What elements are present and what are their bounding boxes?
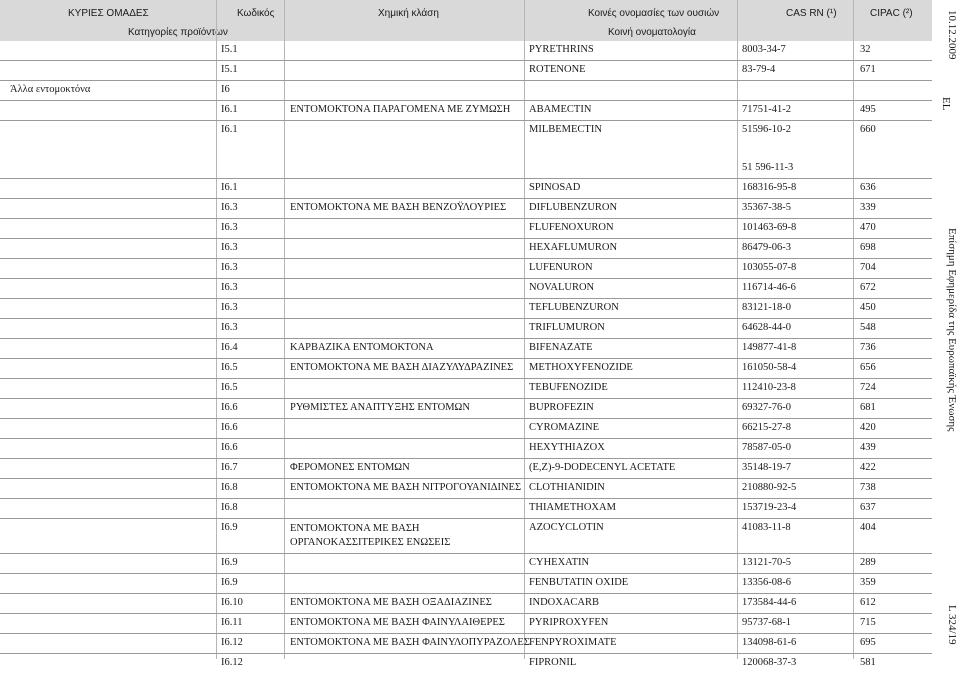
cell-code: I6.3: [221, 262, 238, 273]
table-row: [0, 439, 932, 458]
table-row: [0, 359, 932, 378]
cell-name: HEXAFLUMURON: [529, 242, 618, 253]
cell-cipac: 637: [860, 502, 876, 513]
table-header: [0, 0, 932, 41]
cell-name: MILBEMECTIN: [529, 124, 602, 135]
table-row: [0, 259, 932, 278]
cell-name: INDOXACARB: [529, 597, 600, 608]
cell-cas: 168316-95-8: [742, 182, 797, 193]
cell-cipac: 695: [860, 637, 876, 648]
cell-code: I6.3: [221, 282, 238, 293]
language-code: EL: [940, 97, 952, 111]
cell-cipac: 704: [860, 262, 876, 273]
cell-cas: 71751-41-2: [742, 104, 791, 115]
cell-cipac: 698: [860, 242, 876, 253]
cell-cipac: 681: [860, 402, 876, 413]
cell-cipac: 495: [860, 104, 876, 115]
cell-name: FENBUTATIN OXIDE: [529, 577, 629, 588]
cell-code: I6.9: [221, 557, 238, 568]
cell-cipac: 738: [860, 482, 876, 493]
cell-code: I6.5: [221, 382, 238, 393]
table-row: [0, 339, 932, 358]
cell-cipac: 422: [860, 462, 876, 473]
cell-code: I6.1: [221, 104, 238, 115]
table-row: [0, 121, 932, 140]
cell-cipac: 736: [860, 342, 876, 353]
table-row: [0, 479, 932, 498]
publication-date: 10.12.2009: [946, 10, 958, 60]
table-row: [0, 574, 932, 593]
table-row: [0, 279, 932, 298]
header-code: Κωδικός: [237, 8, 275, 19]
cell-name: SPINOSAD: [529, 182, 581, 193]
cell-class: ΕΝΤΟΜΟΚΤΟΝΑ ΜΕ ΒΑΣΗ ΦΑΙΝΥΛΑΙΘΕΡΕΣ: [290, 617, 505, 628]
cell-cipac: 439: [860, 442, 876, 453]
cell-cas: 13356-08-6: [742, 577, 791, 588]
cell-name: CYHEXATIN: [529, 557, 590, 568]
cell-code: I6.5: [221, 362, 238, 373]
cell-cipac: 660: [860, 124, 876, 135]
cell-name: PYRETHRINS: [529, 44, 594, 55]
cell-code: I6.8: [221, 482, 238, 493]
cell-code: I6.6: [221, 442, 238, 453]
cell-code: I6.1: [221, 182, 238, 193]
cell-name: CLOTHIANIDIN: [529, 482, 605, 493]
table-row: [0, 554, 932, 573]
table-row: [0, 219, 932, 238]
cell-class: ΚΑΡΒΑΖΙΚΑ ΕΝΤΟΜΟΚΤΟΝΑ: [290, 342, 434, 353]
cell-name: HEXYTHIAZOX: [529, 442, 605, 453]
cell-code: I6.6: [221, 402, 238, 413]
cell-name: FENPYROXIMATE: [529, 637, 617, 648]
table-row: [0, 499, 932, 518]
table-row: [0, 41, 932, 60]
header-main-groups: ΚΥΡΙΕΣ ΟΜΑΔΕΣ: [68, 8, 149, 19]
cell-code: I6.3: [221, 302, 238, 313]
cell-name: LUFENURON: [529, 262, 593, 273]
cell-code: I6.9: [221, 577, 238, 588]
table-row: [0, 159, 932, 178]
table-row: [0, 379, 932, 398]
cell-code: I6.1: [221, 124, 238, 135]
header-common-names: Κοινές ονομασίες των ουσιών: [588, 8, 720, 19]
cell-code: I6.9: [221, 522, 238, 533]
substances-table: [0, 41, 932, 673]
cell-cipac: 420: [860, 422, 876, 433]
cell-cas: 153719-23-4: [742, 502, 797, 513]
journal-title: Επίσημη Εφημερίδα της Ευρωπαϊκής Ένωσης: [946, 228, 958, 432]
header-cas-rn: CAS RN (¹): [786, 8, 837, 19]
table-row: [0, 179, 932, 198]
cell-cas: 64628-44-0: [742, 322, 791, 333]
cell-name: AZOCYCLOTIN: [529, 522, 604, 533]
cell-cipac: 289: [860, 557, 876, 568]
cell-cas: 78587-05-0: [742, 442, 791, 453]
cell-name: METHOXYFENOZIDE: [529, 362, 633, 373]
cell-cas: 83-79-4: [742, 64, 776, 75]
cell-cipac: 32: [860, 44, 871, 55]
cell-cas: 66215-27-8: [742, 422, 791, 433]
table-row: [0, 140, 932, 159]
cell-cipac: 548: [860, 322, 876, 333]
cell-cas: 120068-37-3: [742, 657, 797, 668]
cell-cas: 13121-70-5: [742, 557, 791, 568]
cell-name: BUPROFEZIN: [529, 402, 594, 413]
cell-code: I5.1: [221, 64, 238, 75]
table-row: [0, 319, 932, 338]
cell-code: I6.3: [221, 242, 238, 253]
cell-class: ΕΝΤΟΜΟΚΤΟΝΑ ΜΕ ΒΑΣΗ ΟΡΓΑΝΟΚΑΣΣΙΤΕΡΙΚΕΣ ΕΝΩΣΕΙΣ: [290, 523, 451, 548]
cell-cas: 161050-58-4: [742, 362, 797, 373]
cell-cas: 83121-18-0: [742, 302, 791, 313]
cell-cipac: 404: [860, 522, 876, 533]
cell-code: I6.6: [221, 422, 238, 433]
cell-code: I6.7: [221, 462, 238, 473]
cell-name: NOVALURON: [529, 282, 595, 293]
header-chemical-class: Χημική κλάση: [378, 8, 439, 19]
cell-cas: 101463-69-8: [742, 222, 797, 233]
cell-class: ΕΝΤΟΜΟΚΤΟΝΑ ΜΕ ΒΑΣΗ ΒΕΝΖΟΫΛΟΥΡΙΕΣ: [290, 202, 507, 213]
cell-cipac: 339: [860, 202, 876, 213]
cell-class: ΡΥΘΜΙΣΤΕΣ ΑΝΑΠΤΥΞΗΣ ΕΝΤΟΜΩΝ: [290, 402, 470, 413]
cell-name: ABAMECTIN: [529, 104, 592, 115]
cell-name: TRIFLUMURON: [529, 322, 605, 333]
cell-cas: 149877-41-8: [742, 342, 797, 353]
cell-cas: 8003-34-7: [742, 44, 786, 55]
header-product-categories: Κατηγορίες προϊόντων: [128, 27, 228, 38]
cell-code: I6.12: [221, 637, 243, 648]
table-row: [0, 299, 932, 318]
cell-cas: 41083-11-8: [742, 522, 791, 533]
cell-class: ΕΝΤΟΜΟΚΤΟΝΑ ΜΕ ΒΑΣΗ ΟΞΑΔΙΑΖΙΝΕΣ: [290, 597, 492, 608]
table-row: [0, 654, 932, 673]
table-row: [0, 399, 932, 418]
cell-name: TEFLUBENZURON: [529, 302, 619, 313]
cell-name: FIPRONIL: [529, 657, 577, 668]
cell-cas: 51596-10-2: [742, 124, 791, 135]
header-common-nomenclature: Κοινή ονοματολογία: [608, 27, 696, 38]
cell-cipac: 724: [860, 382, 876, 393]
cell-cas: 69327-76-0: [742, 402, 791, 413]
cell-code: I6.4: [221, 342, 238, 353]
cell-name: FLUFENOXURON: [529, 222, 614, 233]
cell-cipac: 715: [860, 617, 876, 628]
cell-cipac: 581: [860, 657, 876, 668]
table-row: [0, 419, 932, 438]
cell-code: I6.12: [221, 657, 243, 668]
page-number: L 324/19: [946, 605, 958, 645]
cell-name: (E,Z)-9-DODECENYL ACETATE: [529, 462, 676, 473]
cell-name: THIAMETHOXAM: [529, 502, 616, 513]
cell-name: CYROMAZINE: [529, 422, 599, 433]
cell-class: ΕΝΤΟΜΟΚΤΟΝΑ ΜΕ ΒΑΣΗ ΦΑΙΝΥΛΟΠΥΡΑΖΟΛΕΣ: [290, 637, 530, 648]
cell-cas: 103055-07-8: [742, 262, 797, 273]
table-row: [0, 81, 932, 100]
cell-cas: 116714-46-6: [742, 282, 796, 293]
cell-cipac: 672: [860, 282, 876, 293]
table-row: [0, 61, 932, 80]
cell-code: I5.1: [221, 44, 238, 55]
cell-cas: 35148-19-7: [742, 462, 791, 473]
cell-code: I6.3: [221, 322, 238, 333]
cell-cas: 112410-23-8: [742, 382, 796, 393]
cell-name: DIFLUBENZURON: [529, 202, 618, 213]
page-margin: [932, 0, 960, 659]
cell-cipac: 671: [860, 64, 876, 75]
table-row: [0, 634, 932, 653]
cell-code: I6: [221, 84, 230, 95]
table-row: [0, 614, 932, 633]
cell-name: ROTENONE: [529, 64, 586, 75]
cell-code: I6.3: [221, 202, 238, 213]
cell-cas: 35367-38-5: [742, 202, 791, 213]
cell-cipac: 612: [860, 597, 876, 608]
table-row: [0, 594, 932, 613]
cell-cipac: 450: [860, 302, 876, 313]
table-row: [0, 239, 932, 258]
cell-cas: 86479-06-3: [742, 242, 791, 253]
cell-code: I6.3: [221, 222, 238, 233]
cell-class: ΦΕΡΟΜΟΝΕΣ ΕΝΤΟΜΩΝ: [290, 462, 410, 473]
cell-code: I6.11: [221, 617, 243, 628]
header-cipac: CIPAC (²): [870, 8, 913, 19]
cell-name: BIFENAZATE: [529, 342, 593, 353]
table-row: [0, 199, 932, 218]
cell-class: ΕΝΤΟΜΟΚΤΟΝΑ ΜΕ ΒΑΣΗ ΝΙΤΡΟΓΟΥΑΝΙΔΙΝΕΣ: [290, 482, 522, 493]
cell-cas: 210880-92-5: [742, 482, 797, 493]
cell-cas: 134098-61-6: [742, 637, 797, 648]
cell-group: Άλλα εντομοκτόνα: [10, 84, 91, 95]
cell-cipac: 470: [860, 222, 876, 233]
cell-name: PYRIPROXYFEN: [529, 617, 609, 628]
cell-code: I6.10: [221, 597, 243, 608]
cell-code: I6.8: [221, 502, 238, 513]
cell-cipac: 359: [860, 577, 876, 588]
cell-cas: 95737-68-1: [742, 617, 791, 628]
cell-name: TEBUFENOZIDE: [529, 382, 608, 393]
table-row: [0, 101, 932, 120]
cell-cas: 51 596-11-3: [742, 162, 794, 173]
cell-cas: 173584-44-6: [742, 597, 797, 608]
cell-class: ΕΝΤΟΜΟΚΤΟΝΑ ΠΑΡΑΓΟΜΕΝΑ ΜΕ ΖΥΜΩΣΗ: [290, 104, 511, 115]
table-row: [0, 519, 932, 553]
table-row: [0, 459, 932, 478]
cell-cipac: 656: [860, 362, 876, 373]
cell-cipac: 636: [860, 182, 876, 193]
cell-class: ΕΝΤΟΜΟΚΤΟΝΑ ΜΕ ΒΑΣΗ ΔΙΑΖΥΛΥΔΡΑΖΙΝΕΣ: [290, 362, 514, 373]
